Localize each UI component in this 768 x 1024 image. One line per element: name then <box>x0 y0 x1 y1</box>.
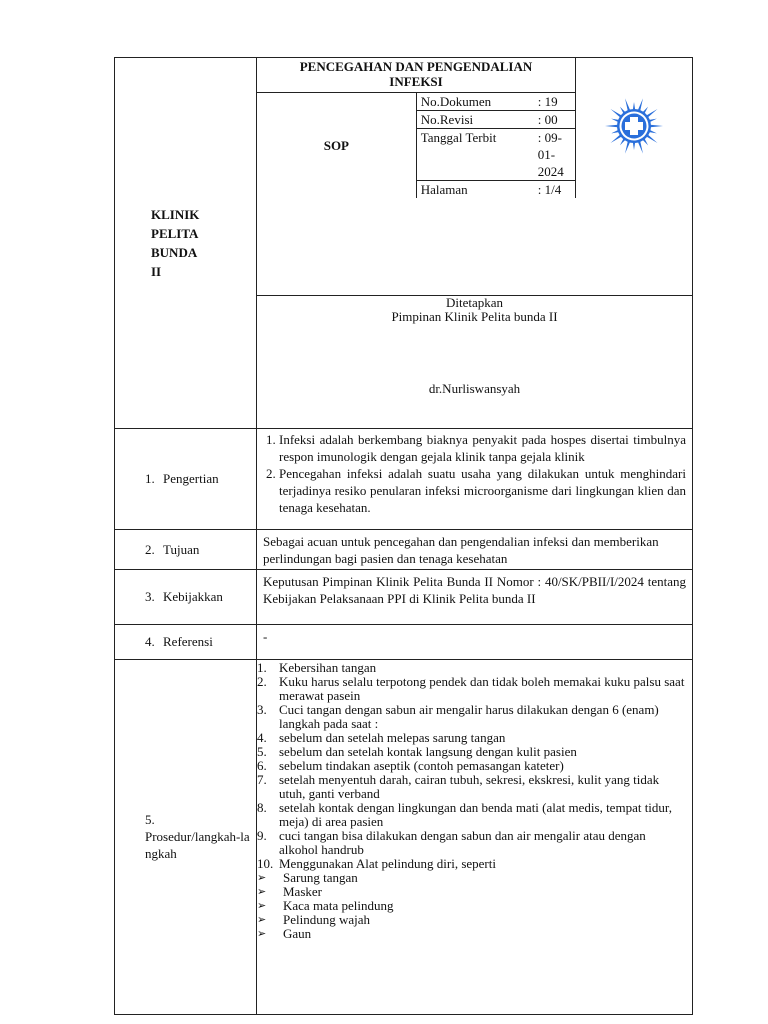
section-label-prosedur <box>115 660 257 1015</box>
section-label: Tujuan <box>163 541 200 557</box>
list-item: 2. Pencegahan infeksi adalah suatu usaha yang dilakukan untuk menghindari terjadinya resiko penularan infeksi microorganisme dari lingkungan klien dan tenaga kesehatan. <box>279 465 686 516</box>
section-content-referensi: - <box>257 625 693 660</box>
approval-block <box>257 296 693 429</box>
step-text: cuci tangan bisa dilakukan dengan sabun dan air mengalir atau dengan alkohol handrub <box>279 828 646 857</box>
step-number: 2. <box>257 674 267 689</box>
apd-item <box>257 899 692 913</box>
procedure-step <box>257 745 692 759</box>
meta-row <box>417 129 575 181</box>
document-meta <box>416 93 575 199</box>
meta-table <box>417 93 575 198</box>
arrow-bullet-icon: ➢ <box>257 872 267 884</box>
definition-list <box>257 431 686 516</box>
step-number: 10. <box>257 856 274 871</box>
apd-list <box>257 871 692 941</box>
procedure-step <box>257 731 692 745</box>
procedure-step <box>257 773 692 801</box>
step-number: 8. <box>257 800 267 815</box>
section-label-kebijakkan <box>115 570 257 625</box>
step-number: 6. <box>257 758 267 773</box>
logo-cell <box>576 58 693 198</box>
step-number: 5. <box>257 744 267 759</box>
step-text: sebelum dan setelah kontak langsung dengan kulit pasien <box>279 744 577 759</box>
logo-ray <box>649 125 663 128</box>
procedure-step <box>257 675 692 703</box>
meta-value: : 1/4 <box>537 182 562 197</box>
header-inner <box>257 58 692 198</box>
step-number: 7. <box>257 772 267 787</box>
procedure-step <box>257 703 692 731</box>
medical-cross-logo-icon <box>596 96 672 156</box>
apd-item <box>257 927 692 941</box>
header-block <box>257 58 693 296</box>
apd-text: Kaca mata pelindung <box>283 898 394 913</box>
procedure-step <box>257 857 692 871</box>
meta-row <box>417 93 575 111</box>
section-label-referensi <box>115 625 257 660</box>
apd-item <box>257 885 692 899</box>
section-label-pengertian <box>115 429 257 530</box>
arrow-bullet-icon: ➢ <box>257 886 267 898</box>
step-text: sebelum tindakan aseptik (contoh pemasangan kateter) <box>279 758 564 773</box>
meta-key: Halaman <box>420 182 468 197</box>
section-label: Pengertian <box>163 471 219 486</box>
clinic-name-cell <box>115 58 257 429</box>
clinic-name-line: BUNDA <box>151 245 198 260</box>
section-label: Referensi <box>163 634 213 649</box>
sop-document <box>114 57 692 1015</box>
step-number: 9. <box>257 828 267 843</box>
title-line: INFEKSI <box>389 74 443 89</box>
section-content-pengertian <box>257 429 693 530</box>
section-number: 5. <box>145 812 155 827</box>
clinic-name-line: II <box>151 264 162 279</box>
step-number: 1. <box>257 660 267 675</box>
step-text: Kuku harus selalu terpotong pendek dan tidak boleh memakai kuku palsu saat merawat pasein <box>279 674 685 703</box>
step-number: 4. <box>257 730 267 745</box>
procedure-step <box>257 661 692 675</box>
procedure-list <box>257 661 692 871</box>
procedure-step <box>257 829 692 857</box>
step-text: setelah kontak dengan lingkungan dan benda mati (alat medis, tempat tidur, meja) di area pasien <box>279 800 672 829</box>
step-number: 3. <box>257 702 267 717</box>
approver-name: dr.Nurliswansyah <box>428 381 521 396</box>
section-content-kebijakkan: Keputusan Pimpinan Klinik Pelita Bunda II Nomor : 40/SK/PBII/I/2024 tentang Kebijakan Pelaksanaan PPI di Klinik Pelita bunda II <box>257 570 693 625</box>
apd-text: Pelindung wajah <box>283 912 371 927</box>
meta-key: Tanggal Terbit <box>417 129 534 181</box>
section-number: 1. <box>145 471 155 486</box>
apd-text: Masker <box>283 884 322 899</box>
procedure-step <box>257 759 692 773</box>
document-title <box>257 58 576 93</box>
meta-value: : 00 <box>534 111 575 129</box>
meta-value: : 19 <box>534 93 575 111</box>
arrow-bullet-icon: ➢ <box>257 900 267 912</box>
apd-item <box>257 871 692 885</box>
meta-row <box>417 111 575 129</box>
step-text: Kebersihan tangan <box>279 660 377 675</box>
step-text: Menggunakan Alat pelindung diri, seperti <box>279 856 496 871</box>
meta-value: : 09-01-2024 <box>534 129 575 181</box>
section-number: 4. <box>145 634 155 649</box>
approval-by: Pimpinan Klinik Pelita bunda II <box>391 309 558 324</box>
arrow-bullet-icon: ➢ <box>257 914 267 926</box>
section-number: 3. <box>145 589 155 604</box>
step-text: sebelum dan setelah melepas sarung tangan <box>279 730 506 745</box>
section-content-prosedur <box>257 660 693 1015</box>
section-label: Kebijakkan <box>163 589 223 604</box>
meta-row <box>417 181 575 199</box>
apd-item <box>257 913 692 927</box>
meta-key: No.Revisi <box>417 111 534 129</box>
step-text: Cuci tangan dengan sabun air mengalir harus dilakukan dengan 6 (enam) langkah pada saat : <box>279 702 659 731</box>
step-text: setelah menyentuh darah, cairan tubuh, sekresi, ekskresi, kulit yang tidak utuh, ganti verband <box>279 772 660 801</box>
clinic-name <box>151 205 231 281</box>
doc-type: SOP <box>257 93 416 199</box>
sop-table <box>114 57 693 1015</box>
meta-key: No.Dokumen <box>417 93 534 111</box>
approval-label: Ditetapkan <box>445 295 504 310</box>
section-number: 2. <box>145 541 155 557</box>
section-label-tujuan <box>115 530 257 570</box>
clinic-name-line: PELITA <box>151 226 199 241</box>
list-item: 1. Infeksi adalah berkembang biaknya penyakit pada hospes disertai timbulnya respon imunologik dengan gejala klinik tanpa gejala klinik <box>279 431 686 465</box>
clinic-name-line: KLINIK <box>151 207 200 222</box>
arrow-bullet-icon: ➢ <box>257 928 267 940</box>
section-content-tujuan: Sebagai acuan untuk pencegahan dan pengendalian infeksi dan memberikan perlindungan bagi pasien dan tenaga kesehatan <box>257 530 693 570</box>
title-line: PENCEGAHAN DAN PENGENDALIAN <box>299 59 533 74</box>
apd-text: Sarung tangan <box>283 870 358 885</box>
apd-text: Gaun <box>283 926 312 941</box>
logo-ray <box>605 125 619 128</box>
procedure-step <box>257 801 692 829</box>
section-label: Prosedur/langkah-langkah <box>145 829 250 861</box>
